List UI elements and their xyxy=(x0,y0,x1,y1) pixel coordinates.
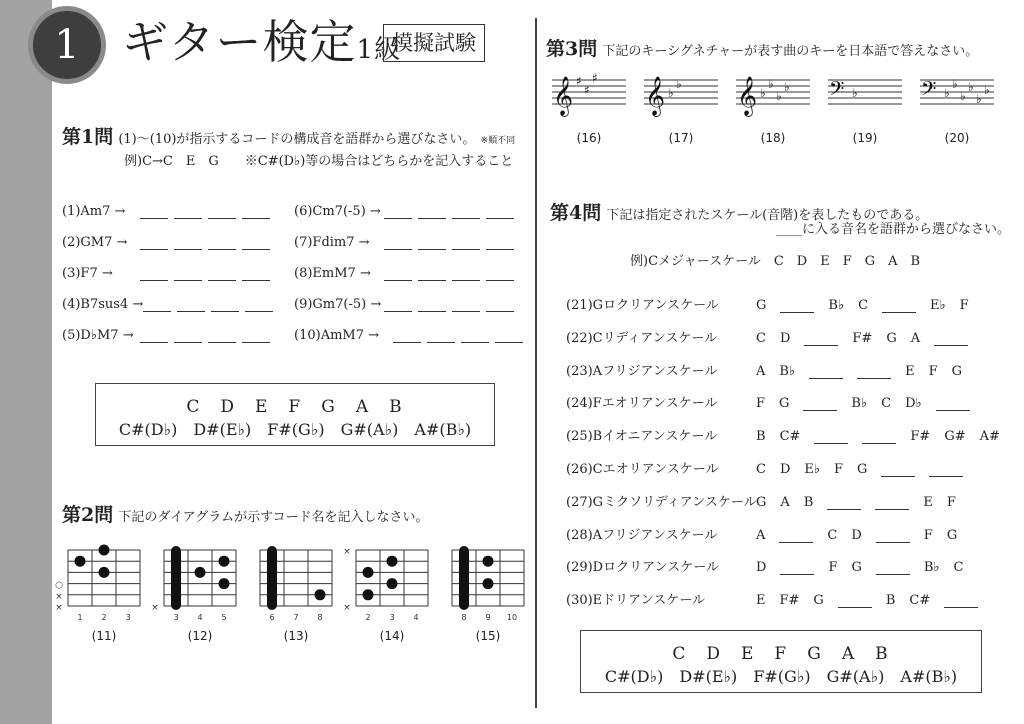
key-signatures xyxy=(546,70,1006,150)
q1-item-chord: Fdim7 → xyxy=(312,235,370,250)
scale-name: (22)Cリディアンスケール xyxy=(566,330,718,346)
q1-item-row xyxy=(62,235,276,250)
q4-instruction-2: ____に入る音名を語群から選びなさい。 xyxy=(776,222,1011,237)
scale-row xyxy=(566,360,976,379)
q1-item-row xyxy=(62,328,276,343)
finger-dot xyxy=(387,556,398,567)
title-text: ギター検定 xyxy=(122,15,357,69)
answer-blank[interactable] xyxy=(495,328,523,343)
fret-number: 4 xyxy=(413,613,419,622)
left-margin-bar xyxy=(0,0,52,724)
answer-blank[interactable] xyxy=(461,328,489,343)
answer-blank[interactable] xyxy=(827,495,861,510)
scale-note: F xyxy=(923,527,933,543)
flat-icon: ♭ xyxy=(776,89,782,103)
q3-instruction: 下記のキーシグネチャーが表す曲のキーを日本語で答えなさい。 xyxy=(602,44,979,59)
scale-note: G xyxy=(779,396,790,412)
q1-header xyxy=(62,122,515,149)
answer-blank[interactable] xyxy=(208,204,236,219)
scale-note: G xyxy=(951,363,962,379)
q1-item-number: (9) xyxy=(294,297,313,312)
flat-icon: ♭ xyxy=(952,77,958,91)
title-level: 1級 xyxy=(356,35,402,65)
flat-icon: ♭ xyxy=(768,77,774,91)
answer-blank[interactable] xyxy=(384,297,412,312)
key-signature xyxy=(736,76,810,145)
barre-bar xyxy=(267,546,277,610)
q1-word-bank-accidentals: C#(D♭) D#(E♭) F#(G♭) G#(A♭) A#(B♭) xyxy=(118,420,472,439)
scale-row xyxy=(566,556,978,575)
answer-blank[interactable] xyxy=(857,364,891,379)
scale-row xyxy=(566,524,971,543)
finger-dot xyxy=(363,589,374,600)
scale-note: F xyxy=(928,363,938,379)
q1-item-row xyxy=(62,204,276,219)
answer-blank[interactable] xyxy=(174,266,202,281)
scale-note: E♭ xyxy=(930,298,946,313)
finger-dot xyxy=(483,578,494,589)
scale-note: B♭ xyxy=(851,396,868,412)
flat-icon: ♭ xyxy=(760,86,766,100)
scale-note: C xyxy=(756,330,766,346)
answer-blank[interactable] xyxy=(384,235,412,250)
answer-blank[interactable] xyxy=(418,235,446,250)
answer-blank[interactable] xyxy=(140,328,168,343)
flat-icon: ♭ xyxy=(676,77,682,91)
answer-blank[interactable] xyxy=(208,328,236,343)
finger-dot xyxy=(219,578,230,589)
q1-word-bank xyxy=(95,383,495,446)
answer-blank[interactable] xyxy=(174,204,202,219)
answer-blank[interactable] xyxy=(780,560,814,575)
fret-number: 2 xyxy=(365,613,371,622)
exam-type-box: 模擬試験 xyxy=(383,24,485,62)
fret-number: 8 xyxy=(317,613,323,622)
bass-clef-icon: 𝄢 xyxy=(921,77,937,105)
q4-example: 例)Cメジャースケール C D E F G A B xyxy=(630,254,921,269)
q1-item-chord: F7 → xyxy=(80,266,113,281)
scale-note: E xyxy=(905,363,915,379)
flat-icon: ♭ xyxy=(984,83,990,97)
answer-blank[interactable] xyxy=(944,593,978,608)
scale-note: G xyxy=(851,560,862,576)
scale-name: (30)Eドリアンスケール xyxy=(566,593,706,609)
key-signature xyxy=(828,77,902,145)
answer-blank[interactable] xyxy=(242,266,270,281)
q2-instruction: 下記のダイアグラムが示すコード名を記入しなさい。 xyxy=(118,510,429,525)
key-number: (17) xyxy=(668,131,694,145)
q1-item-row xyxy=(62,297,279,312)
answer-blank[interactable] xyxy=(140,235,168,250)
open-string-mark: ○ xyxy=(55,580,63,591)
key-number: (16) xyxy=(576,131,602,145)
scale-name: (27)Gミクソリディアンスケール xyxy=(566,494,757,510)
q1-item-chord: GM7 → xyxy=(80,235,128,250)
answer-blank[interactable] xyxy=(177,297,205,312)
scale-name: (25)Bイオニアンスケール xyxy=(566,429,718,445)
scale-name: (26)Cエオリアンスケール xyxy=(566,462,719,477)
scale-note: F xyxy=(834,462,844,477)
scale-note: C xyxy=(756,462,766,477)
scale-row xyxy=(566,589,992,608)
sharp-icon: ♯ xyxy=(592,71,598,85)
barre-bar xyxy=(171,546,181,610)
scale-note: A xyxy=(910,330,921,346)
section-number-badge: 1 xyxy=(28,6,106,84)
chord-diagram xyxy=(260,546,332,642)
answer-blank[interactable] xyxy=(779,528,813,543)
scale-name: (28)Aフリジアンスケール xyxy=(566,527,718,543)
q1-item-number: (8) xyxy=(294,266,313,281)
q4-instruction-1: 下記は指定されたスケール(音階)を表したものである。 xyxy=(606,208,929,223)
flat-icon: ♭ xyxy=(960,89,966,103)
key-signature xyxy=(644,76,718,145)
scale-note: B xyxy=(885,593,896,609)
answer-blank[interactable] xyxy=(211,297,239,312)
scale-note: G xyxy=(813,593,824,609)
finger-dot xyxy=(99,567,110,578)
chord-diagram xyxy=(452,546,524,642)
scale-note: B♭ xyxy=(828,298,845,313)
scale-row xyxy=(566,425,1014,444)
q4-label: 第4問 xyxy=(550,202,602,224)
scale-note: D xyxy=(756,560,767,576)
muted-string-mark: × xyxy=(55,603,63,613)
q1-example: 例)C→C E G ※C#(D♭)等の場合はどちらかを記入すること xyxy=(124,154,514,169)
q1-item-number: (1) xyxy=(62,204,81,219)
scale-note: A xyxy=(756,363,766,379)
scale-note: G xyxy=(756,494,767,510)
scale-note: F xyxy=(946,494,956,510)
scale-note: C xyxy=(953,560,964,576)
finger-dot xyxy=(99,545,110,556)
q1-word-bank-naturals: C D E F G A B xyxy=(186,397,404,417)
q1-item-chord: Cm7(-5) → xyxy=(312,204,381,219)
scale-note: B♭ xyxy=(779,363,796,379)
q1-item-row xyxy=(294,235,520,250)
answer-blank[interactable] xyxy=(862,429,896,444)
page-title xyxy=(122,14,401,78)
finger-dot xyxy=(75,556,86,567)
scale-name: (29)Dロクリアンスケール xyxy=(566,560,719,576)
scale-name: (24)Fエオリアンスケール xyxy=(566,396,718,412)
scale-note: D xyxy=(851,527,862,543)
answer-blank[interactable] xyxy=(486,266,514,281)
q1-item-row xyxy=(294,328,529,343)
finger-dot xyxy=(195,567,206,578)
scale-row xyxy=(566,491,970,510)
scale-note: E xyxy=(756,593,766,609)
q2-label: 第2問 xyxy=(62,504,114,526)
answer-blank[interactable] xyxy=(174,328,202,343)
chord-diagram xyxy=(151,546,236,642)
scale-note: G xyxy=(946,527,958,543)
muted-string-mark: × xyxy=(343,603,351,613)
q1-item-row xyxy=(294,297,520,312)
scale-note: D♭ xyxy=(905,396,922,412)
key-number: (18) xyxy=(760,131,786,145)
column-divider xyxy=(535,18,537,708)
answer-blank[interactable] xyxy=(174,235,202,250)
q1-item-chord: B7sus4 → xyxy=(80,297,144,312)
scale-row xyxy=(566,392,984,411)
q2-header xyxy=(62,500,429,527)
scale-note: B xyxy=(756,429,766,445)
fret-number: 2 xyxy=(101,613,107,622)
q1-item-chord: D♭M7 → xyxy=(80,328,134,343)
answer-blank[interactable] xyxy=(245,297,273,312)
treble-clef-icon: 𝄞 xyxy=(645,76,666,116)
barre-bar xyxy=(459,546,469,610)
scale-row xyxy=(566,327,982,346)
scale-row xyxy=(566,458,977,477)
diagram-number: (13) xyxy=(283,629,309,642)
finger-dot xyxy=(219,556,230,567)
answer-blank[interactable] xyxy=(384,266,412,281)
q1-item-number: (6) xyxy=(294,204,313,219)
bass-clef-icon: 𝄢 xyxy=(829,77,845,105)
fret-number: 3 xyxy=(125,613,131,622)
answer-blank[interactable] xyxy=(486,204,514,219)
muted-string-mark: × xyxy=(343,547,351,557)
treble-clef-icon: 𝄞 xyxy=(553,76,574,116)
q1-item-number: (3) xyxy=(62,266,81,281)
fret-number: 5 xyxy=(221,613,227,622)
answer-blank[interactable] xyxy=(486,297,514,312)
answer-blank[interactable] xyxy=(876,528,910,543)
scale-row xyxy=(566,294,983,313)
flat-icon: ♭ xyxy=(944,86,950,100)
scale-note: C xyxy=(881,396,892,412)
flat-icon: ♭ xyxy=(668,86,674,100)
finger-dot xyxy=(387,578,398,589)
q1-item-chord: Am7 → xyxy=(80,204,126,219)
flat-icon: ♭ xyxy=(976,92,982,106)
answer-blank[interactable] xyxy=(876,560,910,575)
q1-note: ※順不同 xyxy=(480,136,516,146)
scale-note: B xyxy=(803,494,814,510)
scale-note: D xyxy=(779,330,791,346)
scale-note: C xyxy=(858,298,869,313)
q4-word-bank xyxy=(580,630,982,693)
scale-note: E♭ xyxy=(804,462,821,477)
answer-blank[interactable] xyxy=(929,462,963,477)
answer-blank[interactable] xyxy=(452,297,480,312)
q1-item-chord: AmM7 → xyxy=(320,328,380,343)
treble-clef-icon: 𝄞 xyxy=(737,76,758,116)
q1-item-number: (10) xyxy=(294,328,321,343)
answer-blank[interactable] xyxy=(452,235,480,250)
scale-note: A xyxy=(756,527,766,543)
answer-blank[interactable] xyxy=(804,331,838,346)
scale-note: C# xyxy=(779,429,801,445)
fret-number: 9 xyxy=(485,613,491,622)
scale-name: (23)Aフリジアンスケール xyxy=(566,363,718,379)
muted-string-mark: × xyxy=(151,603,159,613)
key-number: (20) xyxy=(944,131,970,145)
q1-item-number: (2) xyxy=(62,235,81,250)
answer-blank[interactable] xyxy=(242,204,270,219)
scale-note: A# xyxy=(979,429,1000,445)
q1-item-number: (5) xyxy=(62,328,81,343)
key-signature xyxy=(552,71,626,145)
q1-item-number: (7) xyxy=(294,235,313,250)
answer-blank[interactable] xyxy=(208,235,236,250)
chord-diagram xyxy=(343,547,428,642)
scale-note: G# xyxy=(944,429,966,445)
answer-blank[interactable] xyxy=(140,266,168,281)
answer-blank[interactable] xyxy=(208,266,236,281)
answer-blank[interactable] xyxy=(242,235,270,250)
flat-icon: ♭ xyxy=(784,80,790,94)
answer-blank[interactable] xyxy=(418,297,446,312)
fret-number: 1 xyxy=(77,613,83,622)
scale-note: G xyxy=(886,330,897,346)
answer-blank[interactable] xyxy=(486,235,514,250)
q1-item-row xyxy=(294,266,520,281)
fret-number: 4 xyxy=(197,613,203,622)
scale-name: (21)Gロクリアンスケール xyxy=(566,298,719,313)
q1-item-number: (4) xyxy=(62,297,81,312)
answer-blank[interactable] xyxy=(809,364,843,379)
answer-blank[interactable] xyxy=(143,297,171,312)
q1-label: 第1問 xyxy=(62,126,114,148)
answer-blank[interactable] xyxy=(242,328,270,343)
fret-number: 3 xyxy=(389,613,395,622)
scale-note: C# xyxy=(909,593,931,609)
scale-note: G xyxy=(857,462,868,477)
answer-blank[interactable] xyxy=(882,298,916,313)
answer-blank[interactable] xyxy=(452,204,480,219)
answer-blank[interactable] xyxy=(393,328,421,343)
fret-number: 3 xyxy=(173,613,179,622)
scale-note: B♭ xyxy=(923,560,940,576)
q1-item-row xyxy=(294,204,520,219)
answer-blank[interactable] xyxy=(875,495,909,510)
diagram-number: (11) xyxy=(91,629,117,642)
finger-dot xyxy=(363,567,374,578)
diagram-number: (12) xyxy=(187,629,213,642)
q1-item-chord: Gm7(-5) → xyxy=(312,297,382,312)
flat-icon: ♭ xyxy=(852,86,858,100)
scale-note: F xyxy=(828,560,838,576)
chord-diagram xyxy=(55,545,140,643)
q4-word-bank-accidentals: C#(D♭) D#(E♭) F#(G♭) G#(A♭) A#(B♭) xyxy=(604,667,958,686)
sharp-icon: ♯ xyxy=(584,83,590,97)
diagram-number: (14) xyxy=(379,629,405,642)
q3-label: 第3問 xyxy=(546,38,598,60)
sharp-icon: ♯ xyxy=(576,74,582,88)
answer-blank[interactable] xyxy=(934,331,968,346)
scale-note: F# xyxy=(852,330,873,346)
scale-note: F xyxy=(756,396,766,412)
answer-blank[interactable] xyxy=(803,396,837,411)
scale-note: D xyxy=(779,462,791,477)
answer-blank[interactable] xyxy=(881,462,915,477)
muted-string-mark: × xyxy=(55,591,63,602)
answer-blank[interactable] xyxy=(814,429,848,444)
q4-word-bank-naturals: C D E F G A B xyxy=(672,644,890,664)
scale-note: A xyxy=(780,494,790,510)
answer-blank[interactable] xyxy=(140,204,168,219)
answer-blank[interactable] xyxy=(838,593,872,608)
key-signature xyxy=(920,77,994,145)
scale-note: F xyxy=(959,298,969,313)
answer-blank[interactable] xyxy=(418,266,446,281)
finger-dot xyxy=(315,589,326,600)
scale-note: G xyxy=(756,298,767,313)
q1-item-row xyxy=(62,266,276,281)
answer-blank[interactable] xyxy=(427,328,455,343)
q1-instruction: (1)～(10)が指示するコードの構成音を語群から選びなさい。 xyxy=(118,132,476,147)
scale-note: F# xyxy=(779,593,800,609)
key-number: (19) xyxy=(852,131,878,145)
fret-number: 7 xyxy=(293,613,299,622)
q1-item-chord: EmM7 → xyxy=(312,266,371,281)
q3-header xyxy=(546,34,978,61)
fret-number: 10 xyxy=(506,613,518,622)
flat-icon: ♭ xyxy=(968,80,974,94)
answer-blank[interactable] xyxy=(780,298,814,313)
scale-note: E xyxy=(923,494,933,510)
answer-blank[interactable] xyxy=(936,396,970,411)
scale-note: C xyxy=(827,527,838,543)
answer-blank[interactable] xyxy=(384,204,412,219)
answer-blank[interactable] xyxy=(452,266,480,281)
fret-number: 6 xyxy=(269,613,275,622)
diagram-number: (15) xyxy=(475,629,501,642)
chord-diagrams xyxy=(54,544,534,642)
finger-dot xyxy=(483,556,494,567)
fret-number: 8 xyxy=(461,613,467,622)
scale-note: F# xyxy=(910,429,931,445)
answer-blank[interactable] xyxy=(418,204,446,219)
